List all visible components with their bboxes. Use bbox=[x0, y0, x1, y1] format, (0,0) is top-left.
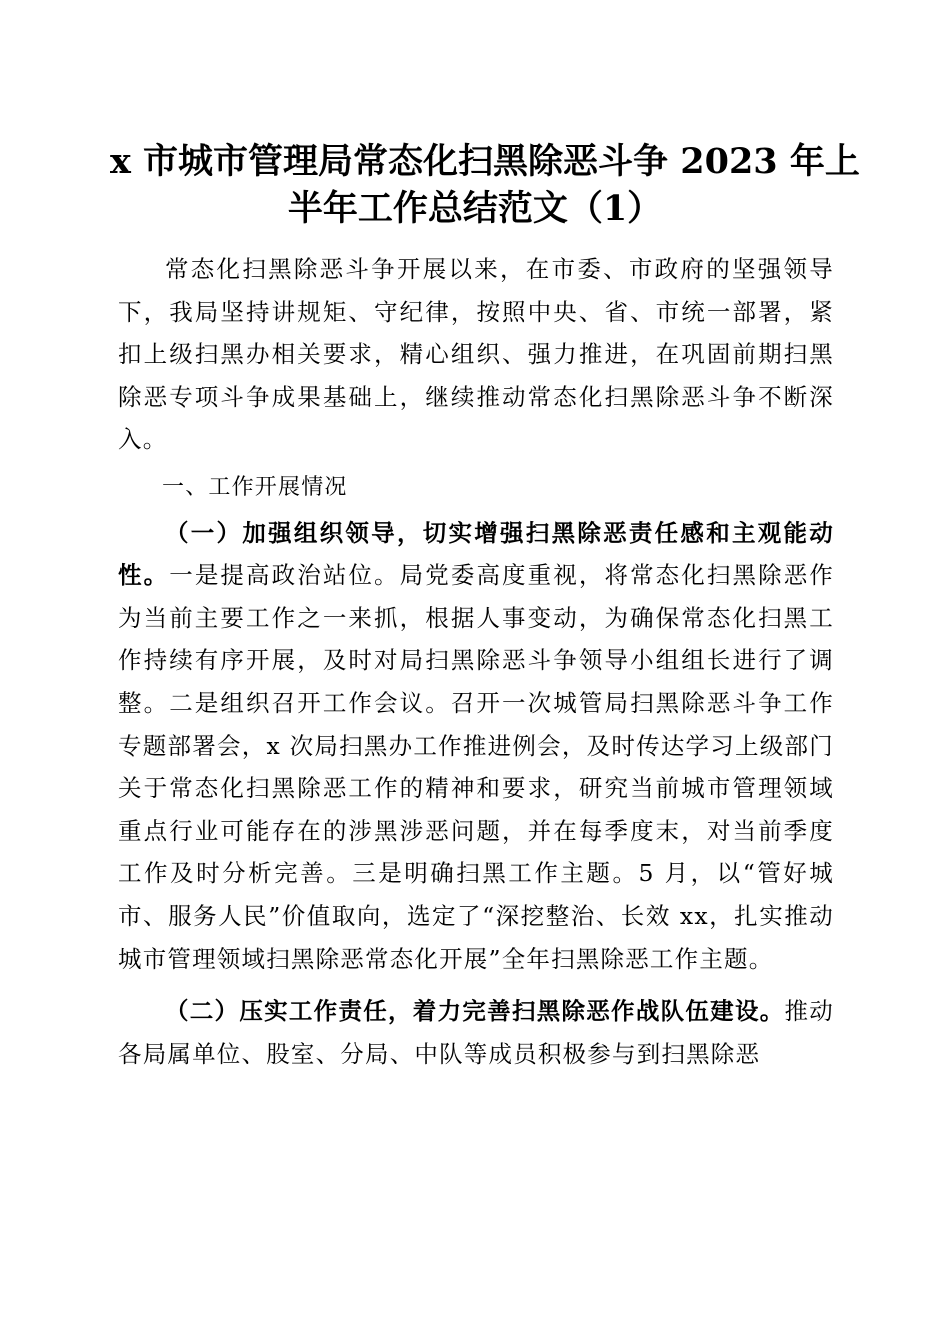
subsection-2-lead: （二）压实工作责任，着力完善扫黑除恶作战队伍建设。 bbox=[165, 997, 785, 1026]
document-title bbox=[110, 138, 860, 232]
subsection-2-body: 推动各局属单位、股室、分局、中队等成员积极参与到扫黑除恶 bbox=[118, 997, 834, 1068]
section-heading: 一、工作开展情况 bbox=[162, 474, 348, 500]
document-body bbox=[118, 248, 834, 1075]
title-line-2: 半年工作总结范文（1） bbox=[287, 188, 663, 229]
subsection-1-body: 一是提高政治站位。局党委高度重视，将常态化扫黑除恶作为当前主要工作之一来抓，根据人事变动，为确保常态化扫黑工作持续有序开展，及时对局扫黑除恶斗争领导小组组长进行了调整。二是组织召开工作会议。召开一次城管局扫黑除恶斗争工作专题部署会，x 次局扫黑办工作推进例会，及时传达学习上级部门关于常态化扫黑除恶工作的精神和要求，研究当前城市管理领域重点行业可能存在的涉黑涉恶问题，并在每季度末，对当前季度工作及时分析完善。三是明确扫黑工作主题。5 月，以“管好城市、服务人民”价值取向，选定了“深挖整治、长效 xx，扎实推动城市管理领域扫黑除恶常态化开展”全年扫黑除恶工作主题。 bbox=[118, 561, 835, 973]
subsection-1-paragraph bbox=[118, 512, 834, 981]
subsection-2-paragraph bbox=[118, 990, 834, 1075]
intro-paragraph: 常态化扫黑除恶斗争开展以来，在市委、市政府的坚强领导下，我局坚持讲规矩、守纪律，按照中央、省、市统一部署，紧扣上级扫黑办相关要求，精心组织、强力推进，在巩固前期扫黑除恶专项斗争成果基础上，继续推动常态化扫黑除恶斗争不断深入。 bbox=[118, 255, 834, 454]
title-line-1: x 市城市管理局常态化扫黑除恶斗争 2023 年上 bbox=[110, 141, 860, 182]
subsection-1-lead: （一）加强组织领导，切实增强扫黑除恶责任感和主观能动性。 bbox=[118, 518, 834, 590]
